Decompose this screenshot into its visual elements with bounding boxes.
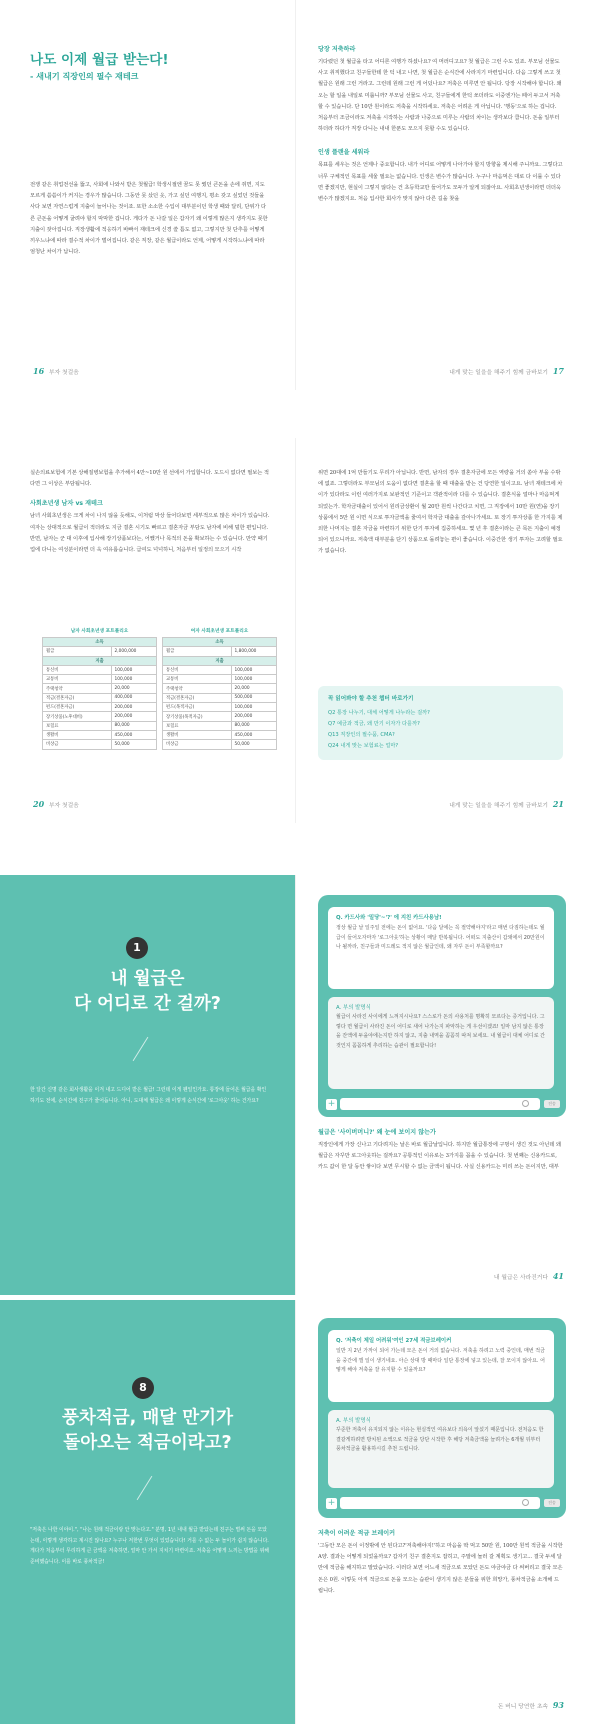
table-cell: 50,000	[231, 740, 276, 749]
table-row	[163, 675, 277, 684]
answer-text: 꾸준한 저축이 유지되지 않는 이유는 현실적인 여유보다 의욕이 앞섰기 때문입니다. 전처음도 한결같게하려면 방치된 소액으로 적금을 당단 시작한 후 해당 저축금액을 늘려가는 6개월 뒤부터 풍차적금을 활용하시길 추천 드립니다.	[336, 1427, 544, 1453]
folio-right	[449, 366, 567, 376]
body-paragraph: 기다렸던 첫 월급을 타고 어디론 여행가 하셨나요? 여 머러디고요? 첫 월급은 그런 수도 있죠. 부모님 선물도 사고 취직했다고 친구들한테 한 턱 내고 나면, 첫 월급은 순식간에 사라지기 마련입니다. 다음 그렇게 쓰고 첫 월급은 원래 그런 거라고. 그런데 원래 그런 게 어딨나요? 저축은 미루면 안 됩니다. 당장 시작해야 합니다. 왜 오는 할 일을 내일로 미룹니까? 부모님 선물도 사고, 친구들에게 한턱 쏘더라도 이중엔가는 떼어 두고서 저축할 수 있습니다. 단 10만 원이라도 저축을 시작하세요. 저축은 어려운 게 아닙니다. '행동'으로 하는 겁니다. 처음부터 조금이라도 저축을 시작하는 사람과 나중으로 미루는 사람의 차이는 생각보다 큽니다. 돈을 일부터 하더라 하다가 직장 다니는 내내 한푼도 모으지 못할 수도 있습니다.	[318, 59, 562, 133]
spread-2	[0, 438, 591, 823]
section-heading: 인생 플랜을 세워라	[318, 149, 370, 157]
decorative-slash	[133, 1037, 149, 1061]
table-cell: 통신비	[43, 665, 112, 674]
table-cell: 비상금	[43, 740, 112, 749]
portfolio-table-male	[42, 637, 157, 750]
page-number: 93	[552, 1700, 564, 1710]
running-head: 내게 맞는 일을을 해주기 힘께 금바보기	[449, 370, 549, 376]
body-paragraph: 직장인에게 가장 신나고 기다려지는 날은 바로 월급날입니다. 하지만 월급통장에 구멍이 생긴 것도 아닌데 왜 월급은 자꾸만 로그아웃하는 걸까요? 공통적인 이유로는 3가지를 꼽을 수 있습니다. 첫 번째는 신용카드로, 카드 값이 한 달 동안 쌓이다 보면 무시할 수 없는 금액이 됩니다. 사실 신용카드는 미리 쓰는 돈이지만, 대부	[318, 1142, 561, 1171]
table-row	[163, 740, 277, 749]
body-paragraph: 위면 20대에 1억 만들기도 무리가 아닙니다. 반면, 남자의 경우 결혼자금에 모든 역량을 거의 쏟아 부을 수밖에 없죠. 그렇더라도 부모님의 도움이 없다면 결혼을 할 때 대출을 받는 건 당연한 일이고요. 남녀 재테크에 차이가 있다라도 이런 여러가지로 보완적인 기준이고 객관적이라 다를 수 있습니다. 결혼식을 얼마나 마음먹게 되었는가. 학자금대출이 있어서 원리금상환이 월 20만 원씩 나간다고 치면, 그 직장에서 10만 원(연)을 장기상품에서 5만 원 이면 식으로 투자금액을 줄여서 학자금 대출을 갚아나가세요. 또 장기 투자상품 한 가지를 제외한 나머지는 결혼 자금을 마련하기 위한 단기 투자에 집중하세요. 몇 년 후 결혼이라는 큰 목돈 지출이 예정되어 있으니까요. 저축액 대부분을 단기 상품으로 돌려놓는 편이 좋습니다. 이중간한 생기 투자는 고려할 필요가 없습니다.	[318, 470, 563, 555]
table-cell: 생활비	[43, 730, 112, 739]
table-cell: 통신비	[163, 665, 232, 674]
table-head-income: 소득	[43, 638, 157, 647]
question-bubble	[328, 907, 554, 989]
chapter-number-badge: 8	[132, 1377, 154, 1399]
chat-screen	[318, 895, 566, 1117]
decorative-slash	[137, 1476, 153, 1500]
table-cell: 80,000	[231, 721, 276, 730]
running-head: 돈 버니 당연한 초속	[497, 1704, 549, 1710]
table-cell: 월급	[43, 647, 112, 656]
folio-left	[30, 366, 79, 376]
table-cell: 100,000	[111, 665, 156, 674]
answer-text: 월급이 사라진 사이에게 느껴지시나요? 스스로가 돈의 사용처를 명확히 모르다는 증거입니다. 그렇다 면 월급이 사라진 돈이 어디로 새어 나가는지 파악하는 게 우선이겠죠! 일마 남지 않은 통장을 잔액에 두을야에는지만 하지 않고, 지출 내역을 꼼꼼히 따져 보세요. 내 월급이 대체 어디로 간 것인지 꼼꼼하게 추리하는 습관이 필요합니다!	[336, 1014, 545, 1050]
question-text: 일반 지 2년 가까이 되어 가는데 모은 돈이 거의 없습니다. 저축을 하려고 노력 중인데, 매번 적금을 중간에 깰 일이 생기네요. 아슨 상대 방 때마다 일단 통장에 넣고 있는데, 잘 모이지 않아요. 어떻게 해야 저축을 잘 유지할 수 있을까요?	[336, 1348, 545, 1374]
answer-title: A. 부의 발명식	[336, 1418, 371, 1424]
answer-bubble	[328, 997, 554, 1089]
running-head: 부자 첫걸음	[48, 803, 79, 809]
attach-plus-icon[interactable]: +	[327, 1099, 336, 1109]
table-cell: 장기상품(노후대비)	[43, 712, 112, 721]
page-number: 16	[33, 366, 45, 376]
chapter-opener-1	[0, 875, 295, 1295]
table-row	[43, 647, 157, 656]
table-cell: 80,000	[111, 721, 156, 730]
table-cell: 비상금	[163, 740, 232, 749]
table-row	[43, 740, 157, 749]
page-93	[296, 1300, 591, 1724]
recommended-chapters-box	[318, 686, 563, 760]
folio-right	[494, 1271, 567, 1281]
table-cell: 적금(결혼자금)	[163, 693, 232, 702]
table-row	[163, 665, 277, 674]
table-row	[163, 684, 277, 693]
send-button[interactable]: 전송	[544, 1100, 560, 1108]
page-41	[296, 875, 591, 1295]
answer-bubble	[328, 1410, 554, 1488]
table-row	[43, 675, 157, 684]
table-row	[43, 712, 157, 721]
question-title: Q. 카드사와 '밀당'~'?' 에 지친 카드사용남!	[336, 915, 442, 921]
table-cell: 생활비	[163, 730, 232, 739]
page-title: 나도 이제 월급 받는다!	[30, 52, 169, 68]
table-cell: 주택청약	[43, 684, 112, 693]
page-20	[0, 438, 295, 823]
body-paragraph: '그동안 모은 돈이 이정밖에 안 된다고?'저축해야지!'하고 마음을 딱 먹고 50만 원, 100만 원씩 적금을 시작한 A양. 결과는 어떻게 되었을까요? 갑자기 친구 결혼지도 잡히고, 주말에 놀러 갈 계획도 생기고... 결국 두세 달 만에 적금을 해지하고 말았습니다. 이러다 보면 어느새 적금으로 모았던 돈도 야금야금 다 써버리고 결국 모은 돈은 0원. 이렇듯 아직 적금으로 돈을 모으는 습관이 생기지 않은 분들을 위한 희망가, 풍차적금을 소개해 드립니다.	[318, 1543, 563, 1594]
page-number: 41	[552, 1271, 564, 1281]
table-cell: 100,000	[231, 665, 276, 674]
chapter-title-line: 돌아오는 적금이라고?	[63, 1433, 232, 1453]
table-cell: 200,000	[111, 712, 156, 721]
table-cell: 1,800,000	[231, 647, 276, 656]
message-input[interactable]	[340, 1098, 540, 1110]
folio-right	[449, 799, 567, 809]
table-cell: 2,000,000	[111, 647, 156, 656]
table-caption-male: 남자 사회초년생 포트폴리오	[70, 629, 129, 634]
chapter-opener-8	[0, 1300, 295, 1724]
attach-plus-icon[interactable]: +	[327, 1498, 336, 1508]
table-row	[163, 721, 277, 730]
table-cell: 20,000	[231, 684, 276, 693]
answer-title: A. 부의 발명식	[336, 1005, 371, 1011]
table-head-expense: 지출	[163, 656, 277, 665]
box-title: 꼭 읽어봐야 할 추천 챕터 바로가기	[328, 696, 414, 702]
chapter-intro: 한 달간 신명 같은 회사생활을 이겨 내고 드디어 받은 월급! 그런데 이게 웬일인가요. 통장에 들어온 월급을 확인하기도 전에, 순식간에 친구가 줄어듭니다. 아니, 도대체 월급은 왜 이렇게 순식간에 '로그아웃' 하는 건가요?	[30, 1087, 267, 1104]
page-number: 21	[552, 799, 564, 809]
table-row	[43, 665, 157, 674]
spread-3	[0, 875, 591, 1295]
table-cell: 20,000	[111, 684, 156, 693]
table-row	[163, 647, 277, 656]
table-cell: 펀드(목적자금)	[163, 703, 232, 712]
chapter-link[interactable]: Q24 내게 맞는 보험료는 얼마?	[328, 743, 399, 749]
portfolio-table-female	[162, 637, 277, 750]
body-paragraph: 남녀 사회초년생은 크게 차이 나지 않을 듯해도, 이처럼 막상 들어다보면 세부적으로 많은 차이가 있습니다. 여자는 상대적으로 월급이 적더라도 지금 결혼 시기도 빠르고 결혼자금 부담도 남자에 비해 덜한 편입니다. 반면, 남자는 군 대 이후에 입사해 장기상품보다는, 어쨌거나 목적의 돈을 확보하는 수 있습니다. 만약 때기업에 다니는 여성분이라면 더 욱 여유롭습니다. 급여도 넉넉하니, 처음부터 일정의 모으기 시작	[30, 513, 270, 554]
table-cell: 주택청약	[163, 684, 232, 693]
table-cell: 450,000	[111, 730, 156, 739]
table-cell: 100,000	[231, 703, 276, 712]
table-row	[43, 693, 157, 702]
table-row	[163, 693, 277, 702]
table-row	[43, 684, 157, 693]
send-button[interactable]: 전송	[544, 1499, 560, 1507]
body-paragraph: 전쟁 같은 취업전선을 뚫고, 사회에 나와서 받은 첫월급! 학생시절엔 꿈도 못 꿨던 큰돈을 손에 쥐면, 지도 모르게 씀씀이가 커지는 경우가 많습니다. 그동안 못 샀던 옷, 가고 싶던 여행지, 평소 갖고 싶었던 것들을 사다 보면 자연스럽게 지출이 늘어나는 것이죠. 또한 소소한 수입이 대부분이던 학생 때와 달리, 단위가 다른 큰돈을 어떻게 굴려야 할지 막막한 겁니다. 게다가 돈 나갈 일은 갑자기 왜 이렇게 많은지 생각지도 못한 지출이 잦아집니다. 직장생활에 적응하기 바빠서 재테크에 신경 쓸 틈도 없고, 그렇지만 첫 단추를 어떻게 끼우느냐에 따라 결수적 차이가 벌어집니다. 같은 직장, 같은 월급이라도 언제, 어떻게 시작하느냐에 따라 엄청난 차이가 납니다.	[30, 182, 268, 256]
table-cell: 100,000	[111, 675, 156, 684]
body-paragraph: 실손의료보험에 기본 상해질병보험을 추가해서 4만~10만 원 선에서 가입합니다. 도드시 없다면 필보는 적다면 그 이상은 부담됩니다.	[30, 470, 269, 488]
page-21	[296, 438, 591, 823]
table-caption-female: 여자 사회초년생 포트폴리오	[190, 629, 249, 634]
chapter-title-line: 내 월급은	[110, 969, 185, 989]
section-heading: 월급은 '사이버머니?' 왜 눈에 보이지 않는가	[318, 1129, 436, 1136]
chat-screen	[318, 1318, 566, 1518]
folio-left	[30, 799, 79, 809]
table-cell: 400,000	[111, 693, 156, 702]
table-cell: 450,000	[231, 730, 276, 739]
table-row	[43, 703, 157, 712]
table-cell: 펀드(결혼자금)	[43, 703, 112, 712]
chapter-title	[10, 1406, 285, 1456]
question-bubble	[328, 1330, 554, 1402]
table-cell: 월급	[163, 647, 232, 656]
table-cell: 50,000	[111, 740, 156, 749]
table-row	[43, 730, 157, 739]
message-input[interactable]	[340, 1497, 540, 1509]
table-row	[163, 703, 277, 712]
emoji-icon[interactable]	[522, 1100, 529, 1107]
page-17	[296, 0, 591, 390]
chapter-link[interactable]: Q7 예금과 적금, 왜 만기 이자가 다를까?	[328, 721, 420, 727]
emoji-icon[interactable]	[522, 1499, 529, 1506]
section-heading: 저축이 어려운 적금 브레이커	[318, 1530, 396, 1537]
chapter-title-line: 다 어디로 간 걸까?	[74, 994, 221, 1014]
table-cell: 100,000	[231, 675, 276, 684]
chapter-link[interactable]: Q13 직장인의 필수품, CMA?	[328, 732, 395, 738]
table-cell: 200,000	[111, 703, 156, 712]
table-row	[43, 721, 157, 730]
table-head-expense: 지출	[43, 656, 157, 665]
chapter-number-badge: 1	[126, 937, 148, 959]
chapter-link[interactable]: Q2 통장 나누기, 대체 어떻게 나누라는 걸까?	[328, 710, 430, 716]
table-row	[163, 730, 277, 739]
spread-4	[0, 1300, 591, 1724]
section-heading: 당장 저축하라	[318, 46, 356, 53]
page-number: 20	[33, 799, 45, 809]
folio-right	[498, 1700, 567, 1710]
section-heading: 사회초년생 남자 vs 재테크	[30, 500, 103, 508]
table-cell: 교통비	[43, 675, 112, 684]
table-head-income: 소득	[163, 638, 277, 647]
running-head: 내게 맞는 일을을 해주기 힘께 금바보기	[449, 803, 549, 809]
table-row	[163, 712, 277, 721]
chapter-intro: "저축은 나한 이야이.", "나는 원래 적금이랑 안 맞는다고." 분명, 1년 내내 월급 받았는데 친구는 벌써 돈을 모았는데, 이렇게 생각하고 계시진 않나요? 누구나 저한번 무엇이 있었습니다! 거를 수 없는 두 놀이가 쉽지 않습니다. 게다가 처음부터 무리하게 큰 금액을 저축하면, 얼마 안 가서 지치기 마련이죠. 저축을 어떻게 느끼는 방법을 위해 준비했습니다. 이를 바로 풍차적금!	[30, 1527, 270, 1565]
page-16	[0, 0, 295, 390]
table-cell: 적금(결혼자금)	[43, 693, 112, 702]
table-cell: 보험료	[163, 721, 232, 730]
question-text: 정상 월급 날 일주일 전에는 돈이 없어요. '다음 달에는 꼭 절약해야지'라고 매번 다짐하는데도 월급이 들어오자마자 '로그아웃'하는 상황이 매달 반복됩니다. 어떠도 지출산이 갑돼에서 20만원이나 될까라, 친구들과 미드레도 적지 않은 월급인데, 왜 자꾸 돈이 부족할까요?	[336, 925, 545, 951]
question-title: Q. '저축이 제일 어려워'여인 27세 적금브레이커	[336, 1338, 452, 1344]
table-cell: 500,000	[231, 693, 276, 702]
chapter-title-line: 풍차적금, 매달 만기가	[62, 1408, 233, 1428]
running-head: 내 월급은 사라진거다	[493, 1275, 549, 1281]
page-number: 17	[552, 366, 564, 376]
table-cell: 200,000	[231, 712, 276, 721]
table-cell: 교통비	[163, 675, 232, 684]
table-cell: 장기상품(목적자금)	[163, 712, 232, 721]
body-paragraph: 목표를 세우는 것은 언제나 중요합니다. 내가 어디로 어떻게 나아가야 할지 방향을 제시해 주니까요. 그렇다고 너무 구체적인 목표를 세울 필요는 없습니다. 인생은 변수가 많습니다. 누구나 마음먹은 대로 다 이룰 수 있다면 좋겠지만, 현실이 그렇지 않다는 건 초등학교만 들어가도 모두가 알게 되잖아요. 사회초년생이라면 더더욱 변수가 많겠지요. 처음 입사한 회사가 맞지 않아 다른 길을 찾을	[318, 162, 563, 203]
spread-1	[0, 0, 591, 390]
page-subtitle: - 새내기 직장인의 필수 재테크	[30, 71, 139, 81]
running-head: 부자 첫걸음	[48, 370, 79, 376]
chapter-title	[10, 967, 285, 1017]
table-cell: 보험료	[43, 721, 112, 730]
